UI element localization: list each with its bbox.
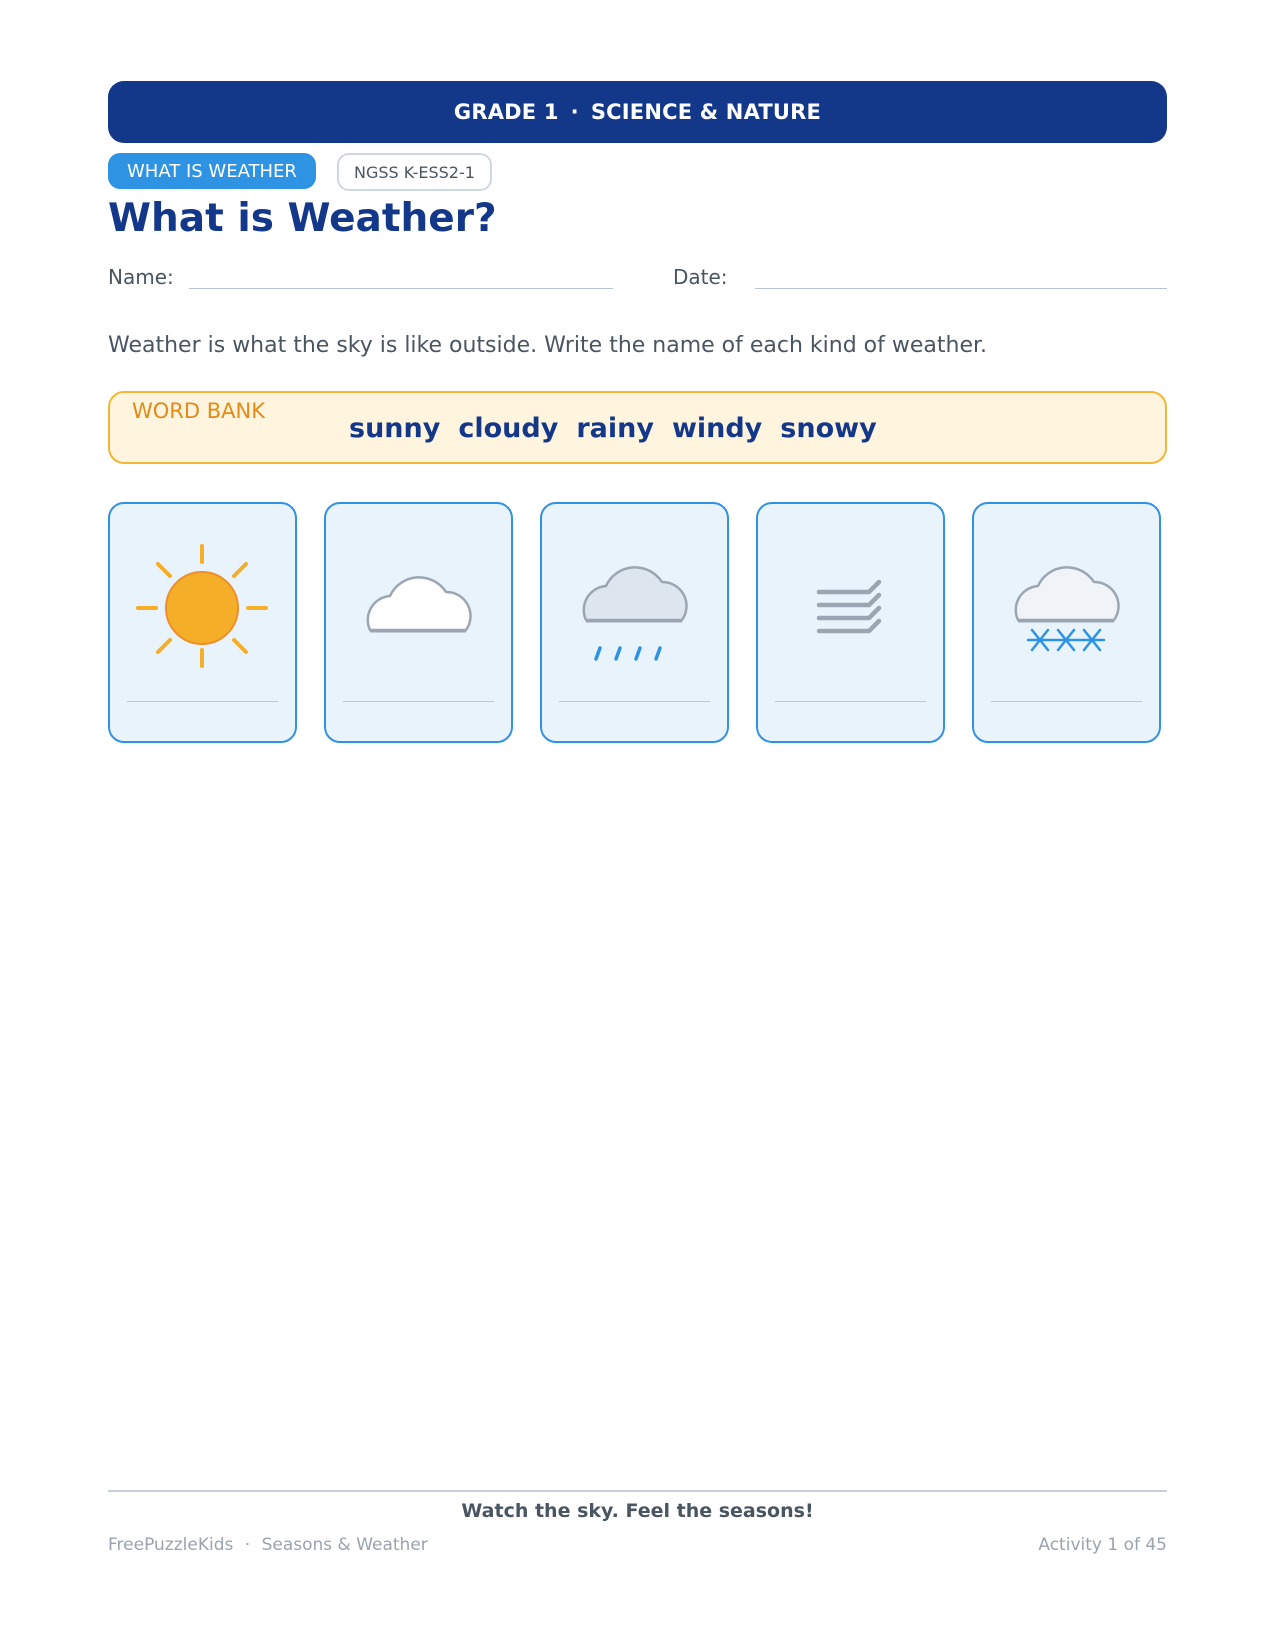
header-bar <box>108 81 1167 143</box>
wind-icon <box>758 504 943 741</box>
subject-label: SCIENCE & NATURE <box>590 100 822 124</box>
word-bank-word: cloudy <box>458 413 559 444</box>
answer-line[interactable] <box>991 701 1142 702</box>
word-bank-word: windy <box>671 413 763 444</box>
word-bank-word: sunny <box>349 413 441 444</box>
date-label: Date: <box>673 265 728 289</box>
grade-label: GRADE 1 <box>453 100 559 124</box>
weather-card-snowy <box>972 502 1161 743</box>
name-label: Name: <box>108 265 174 289</box>
word-list <box>349 413 877 444</box>
header-separator: · <box>570 100 579 124</box>
answer-line[interactable] <box>775 701 926 702</box>
collection-name: Seasons & Weather <box>261 1535 428 1555</box>
answer-line[interactable] <box>559 701 710 702</box>
answer-line[interactable] <box>127 701 278 702</box>
page-title: What is Weather? <box>108 196 497 241</box>
standard-tag: NGSS K-ESS2-1 <box>337 153 492 191</box>
sun-icon <box>110 504 295 741</box>
rain-cloud-icon <box>542 504 727 741</box>
word-bank-word: rainy <box>576 413 654 444</box>
snow-cloud-icon <box>974 504 1159 741</box>
answer-line[interactable] <box>343 701 494 702</box>
weather-card-cloudy <box>324 502 513 743</box>
activity-count: Activity 1 of 45 <box>1038 1535 1167 1555</box>
instructions: Weather is what the sky is like outside. Write the name of each kind of weather. <box>108 333 988 358</box>
name-field[interactable] <box>189 288 613 289</box>
brand-name: FreePuzzleKids <box>108 1535 234 1555</box>
word-bank <box>108 391 1167 464</box>
footer-credit <box>108 1535 428 1555</box>
weather-card-windy <box>756 502 945 743</box>
weather-card-sunny <box>108 502 297 743</box>
footer-separator: · <box>244 1535 251 1555</box>
footer-divider <box>108 1490 1167 1492</box>
cloud-icon <box>326 504 511 741</box>
footer-tagline: Watch the sky. Feel the seasons! <box>461 1500 814 1522</box>
word-bank-word: snowy <box>780 413 877 444</box>
word-bank-label: WORD BANK <box>132 399 265 423</box>
weather-card-rainy <box>540 502 729 743</box>
date-field[interactable] <box>755 288 1167 289</box>
topic-tag: WHAT IS WEATHER <box>108 153 316 189</box>
